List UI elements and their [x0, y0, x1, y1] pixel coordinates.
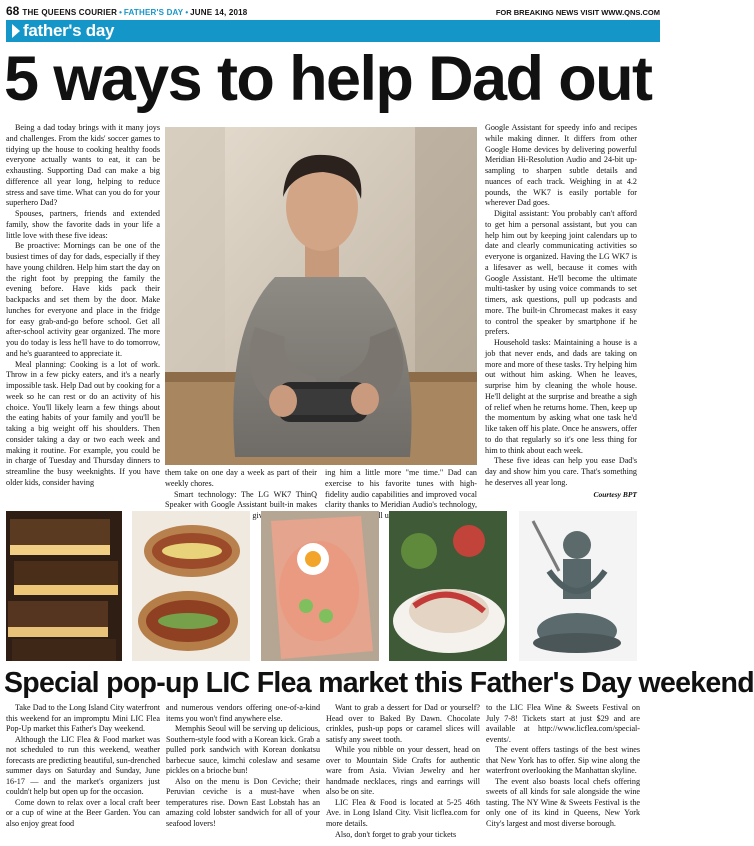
statue-image	[519, 511, 637, 661]
paragraph: Come down to relax over a local craft beer or a cup of wine at the Beer Garden. You can also enjoy great food	[6, 797, 160, 829]
photo-credit: Courtesy BPT	[593, 489, 637, 499]
paragraph: The event also boasts local chefs offering sweets of all kinds for sale alongside the wine tasting. The NY Wine & Sweets Festival is the only one of its kind in Queens, New York City's largest and most diverse borough.	[486, 776, 640, 829]
publication-name: THE QUEENS COURIER	[22, 8, 118, 17]
photo-plated-dish	[389, 511, 507, 661]
paragraph: them take on one day a week as part of their weekly chores.	[165, 468, 317, 488]
article1-column-3	[325, 468, 477, 508]
paragraph: Household tasks: Maintaining a house is a job that never ends, and dads are taking on more and more of these tasks. Try helping him out without him asking. When he leaves, surprise him by cleaning the whole house. He'll delight at the surprise and breathe a sigh of relief when he returns home. Then, keep up the momentum by asking what one task he'd like taken off his plate. Once he answers, offer to do that regularly so it's one less thing for him to think about each week.	[485, 338, 637, 455]
paragraph: Take Dad to the Long Island City waterfront this weekend for an impromptu Mini LIC Flea Pop-Up market this Father's Day weekend.	[6, 703, 160, 734]
photo-statue	[519, 511, 637, 661]
page-number: 68	[6, 4, 20, 18]
plated-dish-image	[389, 511, 507, 661]
photo-dessert-bars	[6, 511, 122, 661]
ceviche-bowl-image	[261, 511, 379, 661]
paragraph: ing him a little more "me time." Dad can exercise to his favorite tunes with high-fidelity audio capabilities and improved vocal clarity thanks to Meridian Audio's technology,	[325, 468, 477, 510]
header-separator: •	[119, 8, 122, 17]
paragraph: These five ideas can help you ease Dad's day and show him you care. That's something he deserves all year long.	[485, 456, 637, 487]
section-band	[6, 20, 660, 42]
paragraph: Be proactive: Mornings can be one of the busiest times of day for dads, especially if they have young children. Help him start the day on the right foot by prepping the family the evening before. Have kids pack their backpacks and set them by the door. Make lunches for everyone and place in the fridge for easy grab-and-go before school. Get all after-school activity gear organized. The more you do today is less he'll have to do tomorrow, and he's guaranteed to appreciate it.	[6, 241, 160, 358]
paragraph: Smart technology: The LG WK7 ThinQ Speaker with Google Assistant built-in makes giv-	[165, 489, 317, 520]
article1-column-4	[485, 123, 637, 508]
paragraph: Also, don't forget to grab your tickets	[335, 829, 457, 839]
article2-column-4	[486, 703, 640, 843]
paragraph: Being a dad today brings with it many joys and challenges. From the kids' soccer games to tidying up the house to cooking healthy foods everyone actually wants to eat, it can be exhausting. Supporting Dad can make a big difference all year long, helping to reduce stress and save time. What can you do for your superhero Dad?	[6, 123, 160, 208]
header-separator: •	[185, 8, 189, 17]
article1-column-2	[165, 468, 317, 520]
sandwich-image	[132, 511, 250, 661]
section-tag: FATHER'S DAY	[123, 8, 184, 17]
paragraph: Want to grab a dessert for Dad or yourself? Head over to Baked By Dawn. Chocolate crinkles, push-up pops or caramel slices will satisfy any sweet tooth.	[326, 703, 480, 744]
page-header	[6, 4, 660, 18]
article2-headline: Special pop-up LIC Flea market this Father's Day weekend	[4, 667, 754, 699]
article-headline: 5 ways to help Dad out	[4, 44, 652, 114]
hero-photo	[165, 127, 477, 465]
paragraph: Although the LIC Flea & Food market was not scheduled to run this weekend, weather forecasts are predicting beautiful, sun-drenched summer days on Saturday and Sunday, June 16-17 — and the market's organizers just couldn't help but open up for the occasion.	[6, 734, 160, 797]
section-arrow-icon	[12, 24, 20, 38]
paragraph: Google Assistant for speedy info and recipes while making dinner. It differs from other Google Home devices by delivering powerful Meridian Hi-Resolution Audio and 24-bit up-sampling to sharpen subtle details and nuances of each track. Weighing in at 4.2 pounds, the WK7 is easily portable for wherever Dad goes.	[485, 123, 637, 208]
paragraph: LIC Flea & Food is located at 5-25 46th Ave. in Long Island City. Visit licflea.com for more details.	[326, 797, 480, 829]
photo-sandwiches	[132, 511, 250, 661]
paragraph: Also on the menu is Don Ceviche; their Peruvian ceviche is a must-have when temperatures rise. Down East Lobstah has an amazing cold lobster sandwich for all of your seafood lovers!	[166, 776, 320, 829]
issue-date: JUNE 14, 2018	[190, 8, 248, 17]
man-with-speaker-image	[165, 127, 477, 465]
paragraph: Meal planning: Cooking is a lot of work. Throw in a few picky eaters, and it's a nearly impossible task. Help Dad out by cooking for a week so he can rest or do an activity of his choice. You'll likely learn a few things about the eating habits of your family and you'll be taking a big weight off his shoulders. Then consider taking a day or two each week and making it routine. For example, you could be in charge of Tuesday and Thursday dinners to streamline the busy weeknights. If you have older kids, consider having	[6, 359, 160, 487]
photo-ceviche-bowl	[261, 511, 379, 661]
paragraph: The event offers tastings of the best wines that New York has to offer. Sip wine along the waterfront overlooking the Manhattan skyline.	[486, 745, 640, 776]
article1-column-1	[6, 123, 160, 505]
article2-column-3	[326, 703, 480, 843]
paragraph: to the LIC Flea Wine & Sweets Festival on July 7-8! Tickets start at just $29 and are available at http://www.licflea.com/special-events/.	[486, 703, 640, 744]
section-label: father's day	[23, 21, 115, 40]
paragraph: Digital assistant: You probably can't afford to get him a personal assistant, but you can help him out by keeping joint calendars up to date and clearly communicating activities so everyone is organized. Having the LG WK7 is a lifesaver as well, because it comes with Google Assistant. He'll become the ultimate multi-tasker by using voice commands to set timers, ask questions, pull up podcasts and more. The built-in Chromecast makes it easy to control the speaker by smartphone if he prefers.	[485, 209, 637, 337]
paragraph: Memphis Seoul will be serving up delicious, Southern-style food with a Korean kick. Grab a pulled pork sandwich with Korean donkatsu barbecue sauce, kimchi coleslaw and sesame pickles on a brioche bun!	[166, 724, 320, 776]
breaking-news-link[interactable]: FOR BREAKING NEWS VISIT WWW.QNS.COM	[495, 8, 660, 17]
paragraph: and numerous vendors offering one-of-a-kind items you won't find anywhere else.	[166, 703, 320, 723]
article2-column-2	[166, 703, 320, 843]
paragraph: Spouses, partners, friends and extended family, show the favorite dads in your life a little love with these five ideas:	[6, 209, 160, 240]
article2-column-1	[6, 703, 160, 843]
dessert-bars-image	[6, 511, 122, 661]
paragraph: While you nibble on your dessert, head on over to Mountain Side Crafts for authentic ware from Asia. Vivian Jewelry and her handmade necklaces, rings and earrings will also be on site.	[326, 745, 480, 797]
